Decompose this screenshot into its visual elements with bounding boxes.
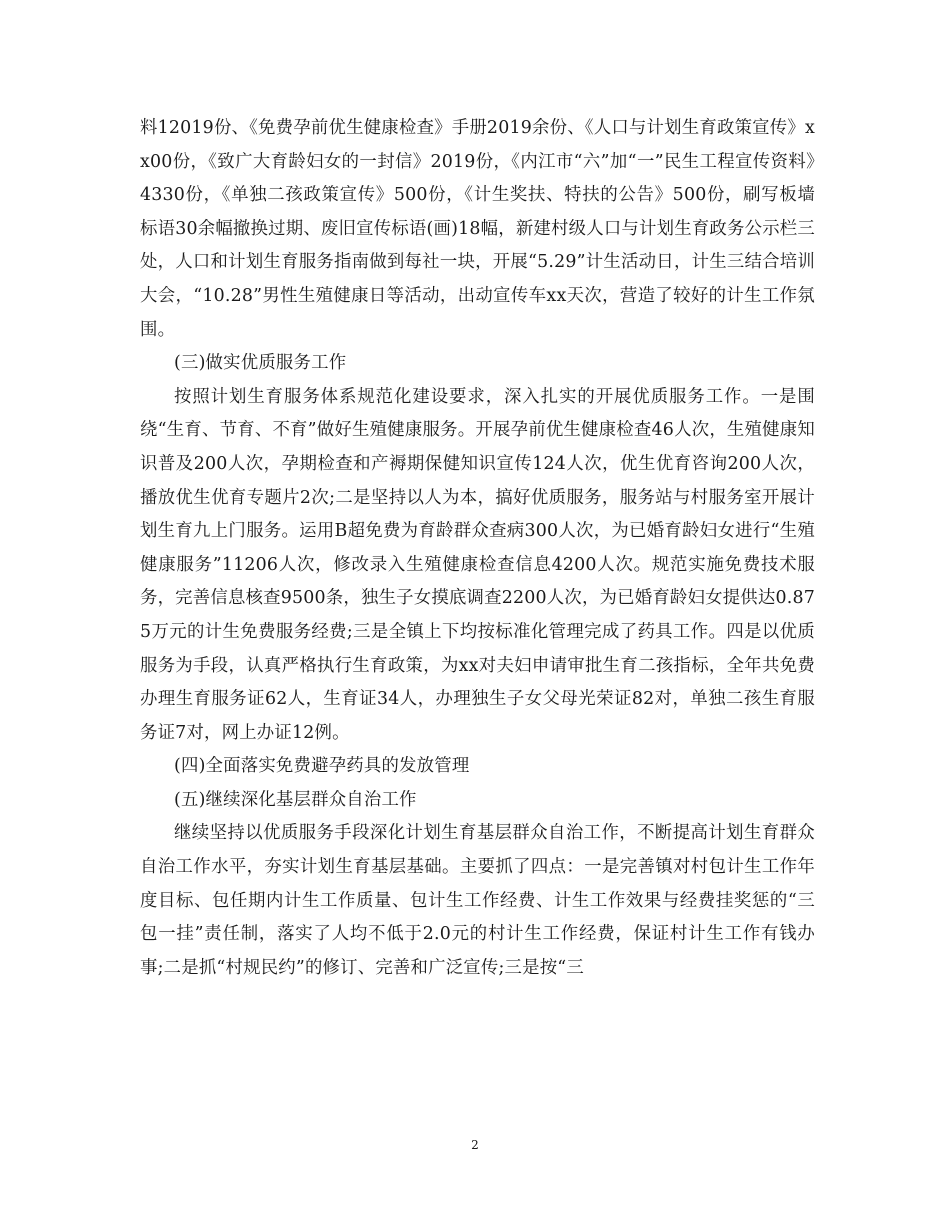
paragraph-self-governance: 继续坚持以优质服务手段深化计划生育基层群众自治工作，不断提高计划生育群众自治工作水平，夯实计划生育基层基础。主要抓了四点：一是完善镇对村包计生工作年度目标、包任期内计生工作质量、包计生工作经费、计生工作效果与经费挂奖惩的“三包一挂”责任制，落实了人均不低于2.0元的村计生工作经费，保证村计生工作有钱办事;二是抓“村规民约”的修订、完善和广泛宣传;三是按“三 — [140, 823, 815, 978]
section-heading-4: (四)全面落实免费避孕药具的发放管理 — [174, 756, 470, 777]
paragraph-continuation: 料12019份、《免费孕前优生健康检查》手册2019余份、《人口与计划生育政策宣传》xx00份，《致广大育龄妇女的一封信》2019份，《内江市“六”加“一”民生工程宣传资料》4330份，《单独二孩政策宣传》500份，《计生奖扶、特扶的公告》500份，刷写板墙标语30余幅撤换过期、废旧宣传标语(画)18幅，新建村级人口与计划生育政务公示栏三处，人口和计划生育服务指南做到每社一块，开展“5.29”计生活动日，计生三结合培训大会，“10.28”男性生殖健康日等活动，出动宣传车xx天次，营造了较好的计生工作氛围。 — [140, 118, 815, 340]
document-body — [140, 112, 815, 985]
page-number: 2 — [471, 1138, 479, 1152]
section-heading-3: (三)做实优质服务工作 — [174, 353, 347, 374]
paragraph-quality-service: 按照计划生育服务体系规范化建设要求，深入扎实的开展优质服务工作。一是围绕“生育、节育、不育”做好生殖健康服务。开展孕前优生健康检查46人次，生殖健康知识普及200人次，孕期检查和产褥期保健知识宣传124人次，优生优育咨询200人次，播放优生优育专题片2次;二是坚持以人为本，搞好优质服务，服务站与村服务室开展计划生育九上门服务。运用B超免费为育龄群众查病300人次，为已婚育龄妇女进行“生殖健康服务”11206人次，修改录入生殖健康检查信息4200人次。规范实施免费技术服务，完善信息核查9500条，独生子女摸底调查2200人次，为已婚育龄妇女提供达0.875万元的计生免费服务经费;三是全镇上下均按标准化管理完成了药具工作。四是以优质服务为手段，认真严格执行生育政策，为xx对夫妇申请审批生育二孩指标，全年共免费办理生育服务证62人，生育证34人，办理独生子女父母光荣证82对，单独二孩生育服务证7对，网上办证12例。 — [140, 386, 815, 743]
section-heading-5: (五)继续深化基层群众自治工作 — [174, 789, 417, 810]
